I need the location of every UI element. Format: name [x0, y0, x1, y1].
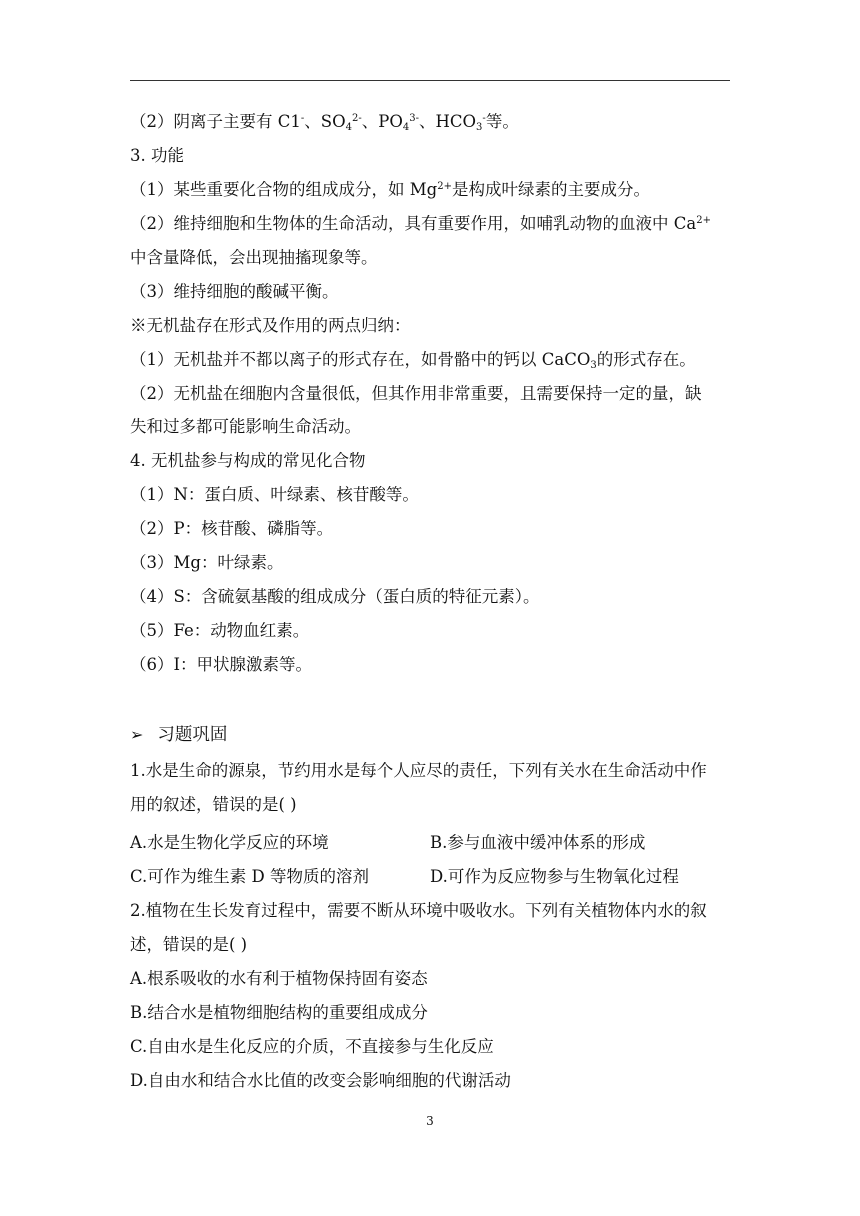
compound-item-mg: （3）Mg：叶绿素。	[130, 553, 284, 572]
summary-item-2-line1: （2）无机盐在细胞内含量很低，但其作用非常重要，且需要保持一定的量，缺	[130, 384, 702, 403]
section-heading	[130, 722, 227, 748]
question-2-option-d: D.自由水和结合水比值的改变会影响细胞的代谢活动	[130, 1071, 511, 1090]
header-rule	[130, 80, 730, 81]
section-title: 习题巩固	[157, 725, 228, 745]
compound-item-p: （2）P：核苷酸、磷脂等。	[130, 519, 334, 538]
question-1-option-d: D.可作为反应物参与生物氧化过程	[430, 867, 679, 886]
summary-item-2-line2: 失和过多都可能影响生命活动。	[130, 417, 361, 436]
question-2-stem-line2: 述，错误的是( )	[130, 935, 248, 954]
function-heading: 3. 功能	[130, 146, 184, 165]
question-1-option-b: B.参与血液中缓冲体系的形成	[430, 833, 646, 852]
question-1-stem-line2: 用的叙述，错误的是( )	[130, 795, 297, 814]
compound-item-n: （1）N：蛋白质、叶绿素、核苷酸等。	[130, 485, 419, 504]
compound-item-i: （6）I：甲状腺激素等。	[130, 655, 313, 674]
summary-item-1: （1）无机盐并不都以离子的形式存在，如骨骼中的钙以 CaCO$_3$的形式存在。	[130, 350, 696, 371]
question-1-stem-line1: 1.水是生命的源泉，节约用水是每个人应尽的责任，下列有关水在生命活动中作	[130, 761, 707, 780]
question-2-option-a: A.根系吸收的水有利于植物保持固有姿态	[130, 969, 428, 988]
question-2-stem-line1: 2.植物在生长发育过程中，需要不断从环境中吸收水。下列有关植物体内水的叙	[130, 901, 707, 920]
page-number: 3	[426, 1114, 434, 1128]
compounds-heading: 4. 无机盐参与构成的常见化合物	[130, 451, 366, 470]
summary-heading: ※无机盐存在形式及作用的两点归纳：	[130, 316, 411, 335]
question-1-option-c: C.可作为维生素 D 等物质的溶剂	[130, 867, 370, 886]
question-2-option-c: C.自由水是生化反应的介质，不直接参与生化反应	[130, 1037, 494, 1056]
compound-item-s: （4）S：含硫氨基酸的组成成分（蛋白质的特征元素）。	[130, 587, 540, 606]
function-item-3: （3）维持细胞的酸碱平衡。	[130, 282, 339, 301]
anion-line: （2）阴离子主要有 C1-、$SO_4^{2-}$、$PO_4^{3-}$、$HCO_3^-$等。	[130, 112, 519, 133]
arrow-bullet-icon: ➢	[130, 725, 144, 744]
compound-item-fe: （5）Fe：动物血红素。	[130, 621, 310, 640]
function-item-2-line1: （2）维持细胞和生物体的生命活动，具有重要作用，如哺乳动物的血液中 $Ca^{2+}$	[130, 214, 711, 233]
function-item-1: （1）某些重要化合物的组成成分，如 $Mg^{2+}$是构成叶绿素的主要成分。	[130, 180, 650, 199]
question-2-option-b: B.结合水是植物细胞结构的重要组成成分	[130, 1003, 428, 1022]
function-item-2-line2: 中含量降低，会出现抽搐现象等。	[130, 248, 378, 267]
question-1-option-a: A.水是生物化学反应的环境	[130, 833, 329, 852]
